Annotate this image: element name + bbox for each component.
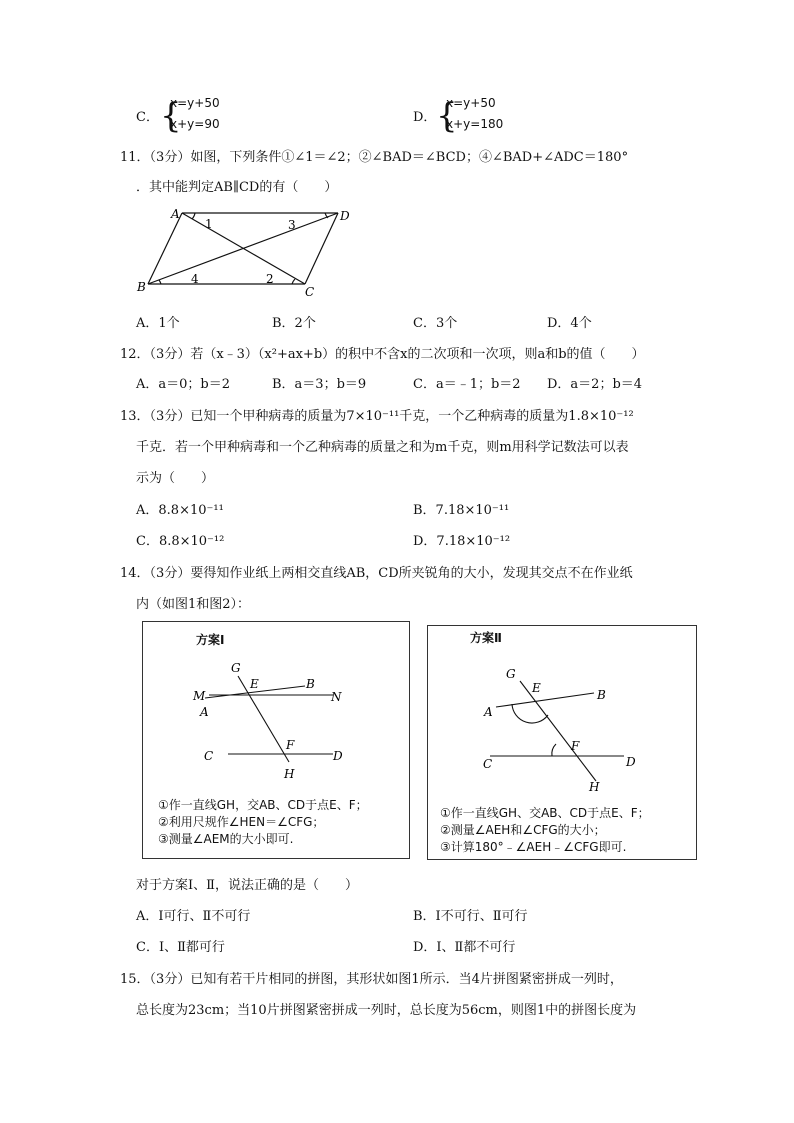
scheme-2-step-1: ①作一直线GH、交AB、CD于点E、F；: [440, 806, 650, 820]
q10-option-d-system: [436, 96, 526, 138]
q15-stem-line-2: 总长度为23cm；当10片拼图紧密拼成一列时，总长度为56cm，则图1中的拼图长度为: [136, 1003, 637, 1018]
q12-option-a[interactable]: A．a＝0；b＝2: [136, 377, 231, 392]
q11-stem-line-1: 11．（3分）如图，下列条件①∠1＝∠2；②∠BAD＝∠BCD；④∠BAD+∠ADC＝180°: [120, 150, 629, 165]
brace-glyph: {: [436, 96, 458, 136]
vertex-a-label: A: [171, 207, 180, 221]
q10-option-d-label: D．: [413, 110, 437, 125]
q12-option-d[interactable]: D．a＝2；b＝4: [547, 377, 643, 392]
scheme-1-figure: [143, 622, 409, 792]
q13-stem-line-1: 13．（3分）已知一个甲种病毒的质量为7×10⁻¹¹千克，一个乙种病毒的质量为1.8×10⁻¹²: [120, 409, 634, 424]
q14-option-a[interactable]: A．Ⅰ可行、Ⅱ不可行: [136, 909, 251, 924]
q11-stem-line-2: ．其中能判定AB∥CD的有（ ）: [136, 180, 338, 195]
vertex-d-label: D: [340, 209, 350, 223]
q10-d-equation-2: x+y=180: [446, 117, 504, 131]
angle-4-label: 4: [191, 272, 199, 286]
q13-option-c[interactable]: C．8.8×10⁻¹²: [136, 534, 225, 549]
scheme-1-box: [142, 621, 410, 859]
point-d-label: D: [333, 749, 343, 763]
point-f-label: F: [571, 739, 580, 753]
q10-c-equation-1: x=y+50: [170, 96, 220, 110]
q13-option-d[interactable]: D．7.18×10⁻¹²: [413, 534, 511, 549]
q12-option-b[interactable]: B．a＝3；b＝9: [272, 377, 367, 392]
q11-option-a[interactable]: A．1个: [136, 316, 180, 331]
q13-stem-line-3: 示为（ ）: [136, 471, 215, 486]
q10-option-c-system: [160, 96, 250, 138]
q11-option-c[interactable]: C．3个: [413, 316, 458, 331]
angle-2-label: 2: [266, 272, 274, 286]
point-c-label: C: [483, 757, 493, 771]
point-a-label: A: [200, 705, 209, 719]
scheme-2-step-2: ②测量∠AEH和∠CFG的大小；: [440, 823, 606, 837]
point-n-label: N: [331, 690, 342, 704]
point-h-label: H: [589, 780, 600, 794]
scheme-1-step-3: ③测量∠AEM的大小即可.: [158, 832, 294, 846]
q13-stem-line-2: 千克．若一个甲种病毒和一个乙种病毒的质量之和为m千克，则m用科学记数法可以表: [136, 440, 629, 455]
point-b-label: B: [306, 677, 315, 691]
q11-option-b[interactable]: B．2个: [272, 316, 316, 331]
q14-option-b[interactable]: B．Ⅰ不可行、Ⅱ可行: [413, 909, 528, 924]
scheme-2-title: 方案Ⅱ: [470, 631, 502, 645]
point-f-label: F: [286, 738, 295, 752]
point-g-label: G: [506, 667, 516, 681]
scheme-2-box: [427, 625, 697, 860]
q13-option-a[interactable]: A．8.8×10⁻¹¹: [136, 503, 224, 518]
q12-option-c[interactable]: C．a＝﹣1；b＝2: [413, 377, 521, 392]
q14-option-c[interactable]: C．Ⅰ、Ⅱ都可行: [136, 940, 225, 955]
point-g-label: G: [231, 661, 241, 675]
q12-stem: 12．（3分）若（x﹣3）（x²+ax+b）的积中不含x的二次项和一次项，则a和b的值（ ）: [120, 347, 645, 362]
q11-option-d[interactable]: D．4个: [547, 316, 592, 331]
brace-glyph: {: [160, 96, 182, 136]
q14-stem-line-1: 14．（3分）要得知作业纸上两相交直线AB，CD所夹锐角的大小，发现其交点不在作业纸: [120, 566, 633, 581]
q14-option-d[interactable]: D．Ⅰ、Ⅱ都不可行: [413, 940, 516, 955]
q14-question: 对于方案Ⅰ、Ⅱ，说法正确的是（ ）: [136, 878, 358, 893]
scheme-2-figure: [428, 626, 696, 801]
point-m-label: M: [193, 689, 206, 703]
angle-3-label: 3: [288, 218, 296, 232]
scheme-1-step-1: ①作一直线GH，交AB、CD于点E、F；: [158, 798, 368, 812]
q14-stem-line-2: 内（如图1和图2）：: [136, 597, 251, 612]
angle-1-label: 1: [205, 217, 213, 231]
q11-parallelogram-figure: [135, 205, 350, 297]
q10-c-equation-2: x+y=90: [170, 117, 220, 131]
q15-stem-line-1: 15．（3分）已知有若干片相同的拼图，其形状如图1所示．当4片拼图紧密拼成一列时，: [120, 972, 623, 987]
point-c-label: C: [204, 749, 214, 763]
scheme-1-step-2: ②利用尺规作∠HEN＝∠CFG；: [158, 815, 325, 829]
point-a-label: A: [484, 705, 493, 719]
vertex-b-label: B: [137, 280, 146, 294]
q13-option-b[interactable]: B．7.18×10⁻¹¹: [413, 503, 510, 518]
point-e-label: E: [250, 677, 259, 691]
vertex-c-label: C: [305, 285, 315, 297]
point-b-label: B: [597, 688, 606, 702]
scheme-1-title: 方案Ⅰ: [196, 633, 225, 647]
point-h-label: H: [284, 767, 295, 781]
scheme-2-step-3: ③计算180°﹣∠AEH﹣∠CFG即可.: [440, 840, 627, 854]
point-d-label: D: [626, 755, 636, 769]
q10-option-c-label: C．: [136, 110, 159, 125]
q10-d-equation-1: x=y+50: [446, 96, 496, 110]
point-e-label: E: [532, 681, 541, 695]
